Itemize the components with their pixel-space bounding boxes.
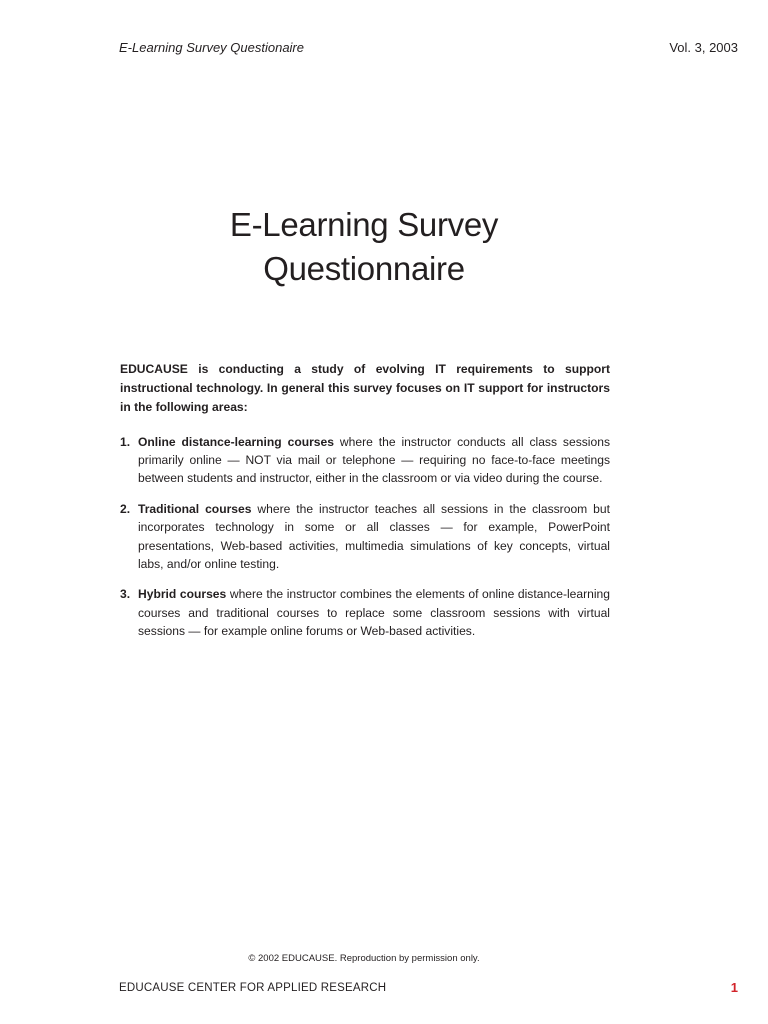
list-item-text: where the instructor conducts all class sessions primarily online — NOT via mail or telephone — requiring no face-to-face meetings between students and instructor, either in the classroom or via video during the course. (138, 435, 610, 486)
list-item-number: 2. (120, 502, 131, 517)
list-item (120, 585, 610, 640)
page-title-line-2: Questionnaire (263, 250, 465, 287)
list-item-lead: Hybrid courses (138, 587, 227, 602)
course-type-list (120, 433, 610, 653)
list-item (120, 500, 610, 573)
footer-organization: EDUCAUSE CENTER FOR APPLIED RESEARCH (119, 982, 387, 994)
copyright-notice: © 2002 EDUCAUSE. Reproduction by permission only. (248, 953, 480, 964)
list-item (120, 433, 610, 488)
list-item-number: 3. (120, 587, 131, 602)
running-header-title: E-Learning Survey Questionaire (119, 40, 304, 55)
list-item-text: where the instructor teaches all sessions in the classroom but incorporates technology in some or all classes — for example, PowerPoint presentations, Web-based activities, multimedia simulations of key concepts, virtual labs, and/or online testing. (138, 502, 610, 571)
running-header-volume: Vol. 3, 2003 (669, 40, 738, 55)
page-title (0, 203, 728, 291)
list-item-number: 1. (120, 435, 131, 449)
list-item-lead: Traditional courses (138, 502, 252, 517)
page-number: 1 (730, 980, 738, 995)
page-title-line-1: E-Learning Survey (229, 206, 499, 243)
intro-paragraph: EDUCAUSE is conducting a study of evolving IT requirements to support instructional technology. In general this survey focuses on IT support for instructors in the following areas: (120, 362, 610, 414)
list-item-text: where the instructor combines the elements of online distance-learning courses and traditional courses to replace some classroom sessions with virtual sessions — for example online forums or Web-based activities. (138, 587, 610, 638)
list-item-lead: Online distance-learning courses (138, 435, 334, 449)
